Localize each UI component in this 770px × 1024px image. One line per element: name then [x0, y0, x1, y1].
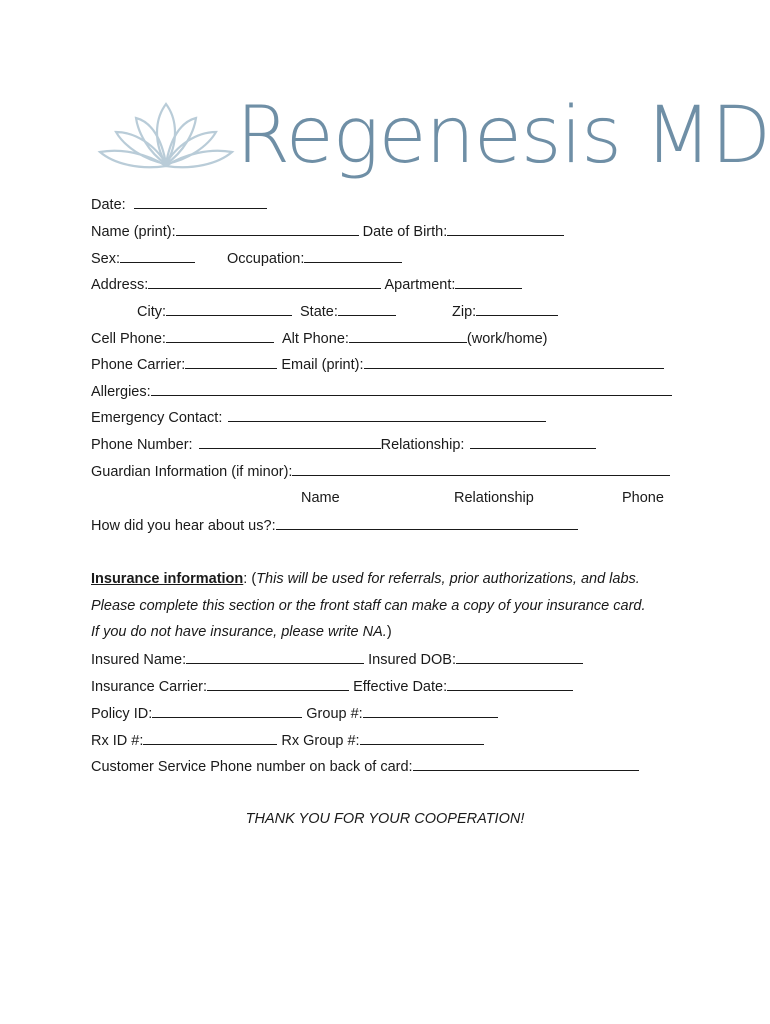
cell-phone-field[interactable] — [166, 329, 274, 343]
occupation-field[interactable] — [304, 249, 402, 263]
guardian-field[interactable] — [292, 462, 670, 476]
policy-row — [91, 704, 498, 723]
rx-group-field[interactable] — [360, 731, 484, 745]
insurance-intro-close: ) — [386, 624, 392, 640]
hear-about-field[interactable] — [276, 516, 578, 530]
city-field[interactable] — [166, 302, 292, 316]
rx-row — [91, 731, 484, 750]
rx-id-label: Rx ID #: — [91, 733, 144, 749]
zip-label: Zip: — [452, 304, 477, 320]
alt-phone-field[interactable] — [349, 329, 467, 343]
thank-you-message: THANK YOU FOR YOUR COOPERATION! — [245, 811, 525, 827]
zip-field[interactable] — [476, 302, 558, 316]
insurance-intro-open: : ( — [243, 571, 257, 587]
emergency-contact-label: Emergency Contact: — [91, 410, 223, 426]
insured-dob-label: Insured DOB: — [368, 652, 456, 668]
email-label: Email (print): — [281, 357, 364, 373]
sex-row — [91, 249, 195, 268]
alt-phone-label: Alt Phone: — [282, 331, 349, 347]
guardian-sub-phone: Phone — [622, 490, 664, 506]
phone-number-field[interactable] — [199, 435, 381, 449]
emergency-row — [91, 408, 546, 427]
customer-service-row — [91, 757, 639, 776]
zip-row — [452, 302, 558, 321]
address-row — [91, 275, 522, 294]
apartment-label: Apartment: — [384, 277, 456, 293]
date-field[interactable] — [134, 195, 267, 209]
insurance-heading-row — [91, 570, 640, 588]
phone-carrier-label: Phone Carrier: — [91, 357, 186, 373]
effective-date-label: Effective Date: — [353, 679, 448, 695]
insurance-carrier-field[interactable] — [207, 677, 349, 691]
name-print-label: Name (print): — [91, 224, 176, 240]
emergency-contact-field[interactable] — [228, 408, 546, 422]
hear-about-row — [91, 516, 578, 535]
emergency-phone-row — [91, 435, 596, 454]
relationship-label: Relationship: — [380, 437, 465, 453]
phone-carrier-field[interactable] — [185, 355, 277, 369]
insured-name-label: Insured Name: — [91, 652, 187, 668]
state-label: State: — [300, 304, 338, 320]
customer-service-field[interactable] — [413, 757, 639, 771]
insured-row — [91, 650, 583, 669]
allergies-label: Allergies: — [91, 384, 151, 400]
email-field[interactable] — [364, 355, 664, 369]
city-row — [137, 302, 292, 321]
guardian-sub-relationship: Relationship — [454, 490, 534, 506]
allergies-field[interactable] — [151, 382, 672, 396]
sex-label: Sex: — [91, 251, 121, 267]
dob-label: Date of Birth: — [362, 224, 448, 240]
insurance-intro-line3: If you do not have insurance, please write NA. — [91, 624, 387, 640]
address-label: Address: — [91, 277, 149, 293]
guardian-sub-name: Name — [301, 490, 340, 506]
phone-number-label: Phone Number: — [91, 437, 193, 453]
cell-phone-label: Cell Phone: — [91, 331, 166, 347]
group-label: Group #: — [306, 706, 363, 722]
apartment-field[interactable] — [455, 275, 522, 289]
insurance-intro-line3-row — [91, 623, 392, 641]
date-row — [91, 195, 267, 214]
relationship-field[interactable] — [470, 435, 596, 449]
name-row — [91, 222, 564, 241]
guardian-label: Guardian Information (if minor): — [91, 464, 293, 480]
occupation-row — [227, 249, 402, 268]
carrier-row — [91, 355, 664, 374]
insured-dob-field[interactable] — [456, 650, 583, 664]
policy-id-label: Policy ID: — [91, 706, 153, 722]
customer-service-label: Customer Service Phone number on back of card: — [91, 759, 413, 775]
insurance-intro-line1: This will be used for referrals, prior authorizations, and labs. — [256, 571, 640, 587]
hear-about-label: How did you hear about us?: — [91, 518, 276, 534]
rx-id-field[interactable] — [143, 731, 277, 745]
date-label: Date: — [91, 197, 126, 213]
phone-row — [91, 329, 548, 348]
guardian-row — [91, 462, 670, 481]
insured-name-field[interactable] — [186, 650, 364, 664]
alt-phone-suffix: (work/home) — [466, 331, 548, 347]
sex-field[interactable] — [120, 249, 195, 263]
state-row — [300, 302, 396, 321]
name-print-field[interactable] — [176, 222, 359, 236]
group-field[interactable] — [363, 704, 498, 718]
brand-name: Regenesis MD — [236, 91, 770, 181]
carrier-info-row — [91, 677, 573, 696]
insurance-intro-line2: Please complete this section or the front staff can make a copy of your insurance card. — [91, 598, 646, 614]
lotus-icon — [96, 92, 236, 192]
insurance-carrier-label: Insurance Carrier: — [91, 679, 208, 695]
allergies-row — [91, 382, 672, 401]
rx-group-label: Rx Group #: — [281, 733, 360, 749]
occupation-label: Occupation: — [227, 251, 305, 267]
policy-id-field[interactable] — [152, 704, 302, 718]
effective-date-field[interactable] — [447, 677, 573, 691]
address-field[interactable] — [148, 275, 381, 289]
dob-field[interactable] — [447, 222, 564, 236]
state-field[interactable] — [338, 302, 396, 316]
city-label: City: — [137, 304, 166, 320]
insurance-heading: Insurance information — [91, 571, 244, 587]
